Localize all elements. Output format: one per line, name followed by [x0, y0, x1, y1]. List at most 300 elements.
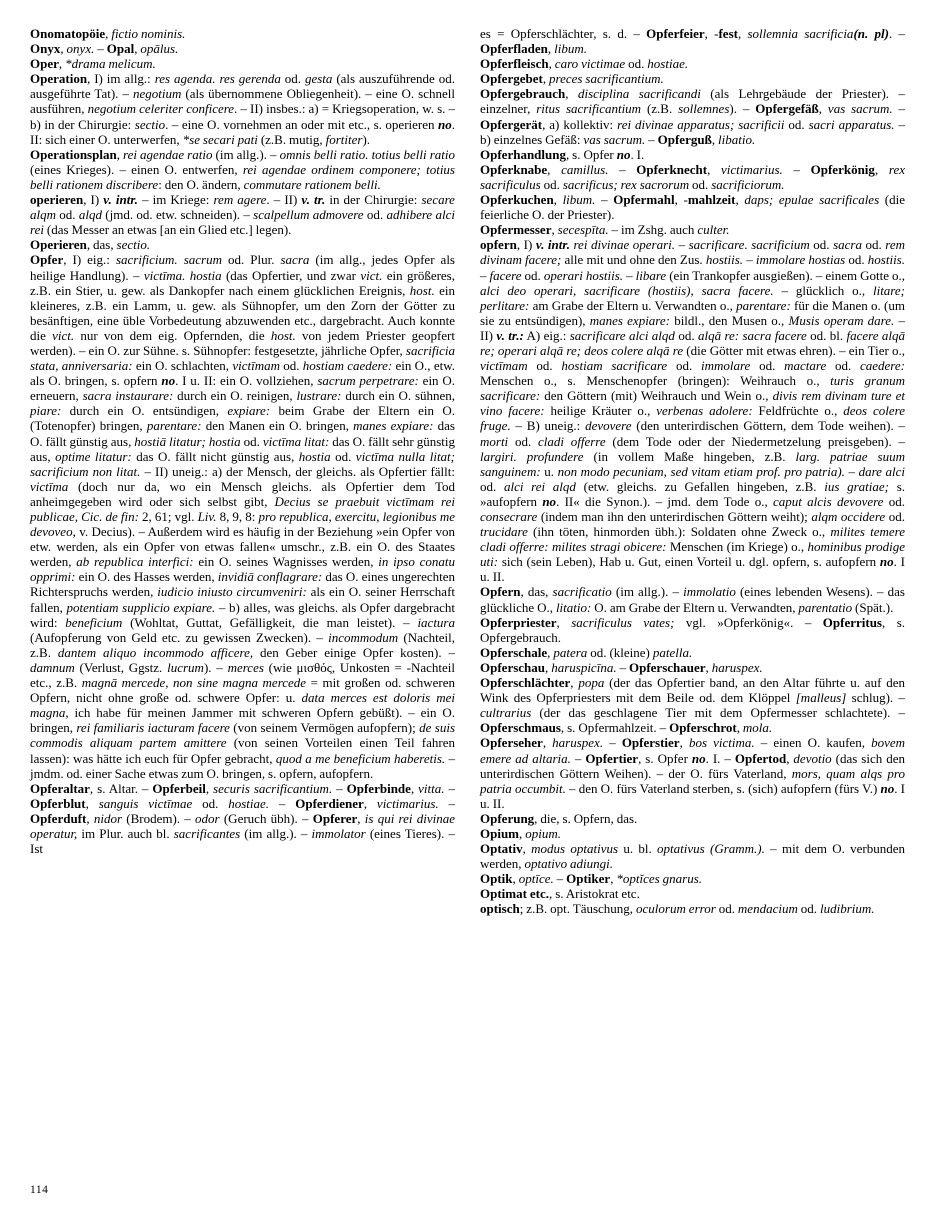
text-run: das O. fällt sehr günstig aus,: [30, 433, 455, 464]
text-run: bildl., den Musen o.,: [669, 312, 789, 328]
text-run: –: [603, 735, 622, 751]
text-run: 8, 9, 8:: [216, 509, 259, 524]
text-run: (ein Trankopfer ausgießen). – einem Gotte o.,: [666, 267, 906, 283]
text-run: od.: [667, 358, 701, 374]
text-run: Opferaltar: [30, 780, 90, 796]
text-run: alqm occidere: [811, 509, 886, 524]
text-run: lucrum: [167, 659, 204, 675]
text-run: Opferfeier: [646, 26, 705, 41]
text-run: od.: [192, 795, 229, 811]
text-run: – b) alles, was gleichs. als Opfer dargebracht wird:: [30, 599, 455, 630]
text-run: durch ein O. sühnen,: [341, 388, 456, 404]
text-run: , -: [674, 192, 688, 208]
text-run: ab republica interfici:: [76, 554, 194, 570]
text-run: victīmam: [480, 358, 528, 374]
dictionary-entry: [480, 584, 905, 614]
text-run: beneficium: [65, 614, 123, 630]
text-run: devotio: [793, 750, 832, 766]
text-run: den Manen ein O. bringen,: [201, 418, 354, 434]
text-run: invidiā conflagrare:: [217, 569, 323, 585]
text-run: negotium: [132, 86, 182, 102]
text-run: operieren: [30, 192, 84, 208]
text-run: –: [269, 795, 296, 811]
text-run: , I) im allg.:: [87, 71, 155, 87]
text-run: Opal: [106, 41, 135, 57]
text-run: vict.: [52, 327, 75, 343]
text-run: (n. pl): [853, 26, 889, 41]
text-run: (wie μισθός, Unkosten = -Nachteil etc., z.B.: [30, 659, 455, 691]
text-run: Opferschale: [480, 644, 548, 660]
text-run: od.: [674, 327, 698, 343]
text-run: (ihn töten, hinmorden übh.): Soldaten ohne Zweck o.,: [527, 524, 831, 540]
text-run: od.: [861, 237, 886, 253]
text-run: (im allg., jedes Opfer als heilige Handlung). –: [30, 252, 455, 283]
text-run: ,: [707, 161, 722, 177]
text-run: parentatio: [798, 599, 853, 615]
text-run: turis granum sacrificare:: [480, 373, 905, 404]
text-run: ,: [786, 750, 794, 766]
text-run: –: [438, 795, 456, 811]
text-run: (eines Tieres). – Ist: [30, 825, 455, 857]
text-run: –: [616, 659, 629, 675]
text-run: *optĭces gnarus.: [616, 871, 703, 887]
text-run: , s. Aristokrat etc.: [549, 886, 640, 902]
text-run: ,: [85, 795, 99, 811]
text-run: Operieren: [30, 237, 87, 253]
text-run: –: [608, 161, 637, 177]
text-run: Opferhandlung: [480, 146, 566, 162]
text-run: – im Zshg. auch: [608, 222, 698, 238]
text-run: magnā mercede, non sine magna mercede: [81, 675, 307, 691]
text-run: (den unterirdischen Göttern, dem Tode weihen). –: [631, 418, 905, 434]
text-run: libare: [635, 267, 667, 283]
text-run: ). –: [729, 101, 756, 117]
text-run: od. Plur.: [221, 252, 281, 268]
text-run: od.: [885, 509, 905, 524]
text-run: Optimat etc.: [480, 886, 550, 902]
text-run: ,: [86, 810, 94, 826]
text-run: von jedem Priester geopfert werden). – ein O. zur Sühne. s. Sühnopfer: festgesetzte, jährliche Opfer,: [30, 327, 455, 358]
text-run: sacra: [280, 252, 310, 268]
text-run: quod a me beneficium haberetis.: [275, 750, 446, 766]
text-run: no: [879, 554, 894, 570]
text-run: parentare:: [736, 297, 791, 313]
dictionary-entry: [480, 56, 905, 71]
text-run: victīma: [30, 478, 69, 494]
text-run: –: [645, 131, 658, 147]
text-run: sich (sein Leben), Hab u. Gut, einen Vorteil u. dgl. opfern, s. aufopfern: [498, 554, 880, 570]
dictionary-entry: [480, 841, 905, 871]
text-run: victīma nulla litat; sacrificium non litat.: [30, 448, 455, 479]
text-run: ein O. seines Wagnisses werden,: [193, 554, 379, 570]
text-run: no: [880, 780, 895, 796]
text-run: –: [675, 237, 689, 253]
text-run: ). –: [203, 659, 228, 675]
text-run: . –: [888, 26, 905, 41]
text-run: ,: [134, 41, 141, 57]
text-run: (in vollem Maße hingeben, z.B.: [583, 448, 796, 464]
text-run: (die Götter mit etwas ehren). – ein Tier o.,: [683, 342, 905, 358]
text-run: modus optativus: [531, 841, 619, 857]
text-run: optīce.: [518, 871, 554, 887]
text-run: rei agendae ordinem componere; totius belli rationem discribere: [30, 161, 455, 192]
text-run: sectio.: [116, 237, 151, 253]
dictionary-entry: [480, 901, 905, 916]
text-run: Opferduft: [30, 810, 87, 826]
text-run: morti: [480, 433, 509, 449]
text-run: litare; perlitare:: [480, 282, 905, 313]
text-run: [malleus]: [795, 690, 847, 706]
text-run: mahlzeit: [687, 192, 736, 208]
text-run: Opferstier: [621, 735, 680, 751]
text-run: *se secari pati: [182, 131, 258, 147]
text-run: de suis commodis aliquam partem amittere: [30, 720, 455, 751]
dictionary-entry: [480, 192, 905, 222]
text-run: dantem aliquo incommodo afficere,: [57, 644, 254, 660]
text-run: v. intr.: [535, 237, 570, 253]
text-run: Opfergerät: [480, 116, 543, 132]
text-run: od.: [521, 267, 544, 283]
text-run: ,: [547, 41, 555, 57]
text-run: Operation: [30, 71, 88, 87]
text-run: (von seinen Vorteilen einen Teil fahren lassen): was hätte ich euch für Opfer gebracht,: [30, 735, 455, 766]
text-run: od.: [480, 478, 504, 494]
text-run: (als Lehrgebäude der Priester). – einzelner,: [480, 86, 905, 117]
text-run: *drama melicum.: [65, 56, 156, 72]
text-run: (die feierliche O. der Priester).: [480, 192, 905, 223]
text-run: 2, 61; vgl.: [138, 509, 198, 524]
text-run: . – eine O. vornehmen an oder mit etc., s. operieren: [165, 116, 439, 132]
text-run: damnum: [30, 659, 75, 675]
text-run: Onomatopöie: [30, 26, 106, 41]
text-run: negotium celeriter conficere: [87, 101, 235, 117]
dictionary-entry: [480, 162, 905, 192]
text-run: sacrificus; rex sacrorum: [562, 176, 690, 192]
text-run: no: [616, 146, 631, 162]
text-run: (der das geschlagene Tier mit dem Opfermesser schlachtete). –: [531, 705, 905, 721]
text-run: sacrificium. sacrum: [115, 252, 222, 268]
text-run: gesta: [304, 71, 333, 87]
text-run: das O. fällt günstig aus,: [30, 418, 455, 449]
text-run: – glücklich o.,: [773, 282, 873, 298]
dictionary-entry: [30, 252, 455, 780]
text-run: optime litatur:: [55, 448, 132, 464]
text-run: (im allg.). –: [611, 584, 684, 600]
text-run: durch ein O. entsündigen,: [61, 403, 228, 419]
dictionary-entry: [480, 147, 905, 162]
text-run: ritus sacrificantium: [536, 101, 642, 117]
text-run: Opfergebet: [480, 71, 543, 87]
text-run: v. tr.: [301, 192, 326, 208]
text-run: Optik: [480, 871, 513, 887]
text-run: hostiam caedere:: [302, 358, 393, 374]
text-run: (das Opfertier, und zwar: [221, 267, 361, 283]
text-run: libatio.: [718, 131, 756, 147]
text-run: ,: [874, 161, 889, 177]
text-run: – b) einzelnes Gefäß:: [480, 116, 906, 147]
text-run: Opferschlächter: [480, 675, 571, 691]
text-run: –: [480, 267, 490, 283]
dictionary-entry: [480, 615, 905, 645]
text-run: adhibere alci rei: [30, 207, 455, 238]
text-run: vas sacrum.: [583, 131, 646, 147]
text-run: ein größeres, z.B. ein Stier, u. gew. als Dankopfer nach einem glücklichen Ereignis,: [30, 267, 455, 298]
text-run: haruspicīna.: [551, 659, 617, 675]
text-run: , s. Altar. –: [89, 780, 153, 796]
text-run: , a) kollektiv:: [542, 116, 618, 132]
dictionary-entry: [480, 675, 905, 735]
text-run: (indem man ihn den unterirdischen Göttern weiht);: [537, 509, 812, 524]
text-run: (von seinem Vermögen aufopfern);: [229, 720, 420, 736]
text-run: mendacium: [737, 901, 798, 917]
text-run: milites stragi obicere:: [551, 539, 667, 555]
text-run: od.: [750, 358, 785, 374]
text-run: ,: [512, 871, 519, 887]
text-run: Opferseher: [480, 735, 543, 751]
text-run: u.: [540, 463, 558, 479]
text-run: Opium: [480, 825, 520, 841]
text-run: opium.: [525, 825, 561, 841]
text-run: sacrum perpetrare:: [317, 373, 419, 389]
text-run: od.: [240, 433, 263, 449]
text-run: in ipso conatu opprimi:: [30, 554, 455, 585]
text-run: ,: [547, 161, 562, 177]
text-run: milites temere cladi offerre:: [480, 524, 905, 555]
page-number: 114: [30, 1184, 49, 1196]
text-run: = mit großen od. schweren Opfern, nicht ohne große od. schwere Opfer: u.: [30, 675, 455, 706]
text-run: ,: [736, 720, 743, 736]
text-run: no: [161, 373, 176, 389]
text-run: (das sich den unterirdischen Göttern Weihen). – der O. fürs Vaterland,: [480, 750, 905, 781]
text-run: res agenda. res gerenda: [154, 71, 281, 87]
text-run: –: [782, 161, 811, 177]
text-run: rex sacrificulus: [480, 161, 905, 192]
text-run: . – II) insbes.: a) = Kriegsoperation, w. s. – b) in der Chirurgie:: [30, 101, 456, 132]
dictionary-entry: [480, 86, 905, 146]
text-run: cladi offerre: [537, 433, 606, 449]
text-run: rei agendae ratio: [123, 146, 213, 162]
text-run: u. bl.: [618, 841, 658, 857]
text-run: od.: [883, 493, 905, 509]
text-run: deos colere fruge.: [480, 403, 905, 434]
dictionary-entry: [480, 222, 905, 237]
text-run: in der Chirurgie:: [325, 192, 422, 208]
text-run: (als übernommene Obliegenheit). – eine O. schnell ausführen,: [30, 86, 455, 117]
text-run: od.: [508, 433, 538, 449]
text-run: (das Messer an etwas [an ein Glied etc.] legen).: [43, 222, 292, 238]
text-run: sanguis victīmae: [98, 795, 193, 811]
dictionary-entry: [480, 26, 905, 56]
text-run: sacrificiorum.: [711, 176, 785, 192]
text-run: Musis operam dare.: [788, 312, 895, 328]
text-run: daps; epulae sacrificales: [744, 192, 880, 208]
text-run: sacrificare alci alqd: [569, 327, 675, 343]
text-run: parentare:: [146, 418, 202, 434]
text-run: ,: [58, 56, 66, 72]
text-run: v. Decius). – Außerdem wird es häufig in der Beziehung »ein Opfer von etw. werden, als ein Opfer von etwas fallen« umschr., z.B. ein O. des Staates werden,: [30, 524, 455, 570]
text-run: ,: [551, 222, 558, 238]
text-run: . – II): [266, 192, 302, 208]
text-run: alqā re: sacra facere: [697, 327, 807, 343]
text-run: caedere:: [859, 358, 905, 374]
text-run: od.: [527, 358, 562, 374]
text-run: ,: [610, 871, 617, 887]
dictionary-entry: [30, 71, 455, 146]
text-run: s. »aufopfern: [480, 478, 906, 509]
text-run: den Geber einige Opfer kosten). –: [253, 644, 455, 660]
text-run: od.: [363, 207, 387, 223]
text-run: immolator: [311, 825, 366, 841]
text-run: – II) uneig.: a) der Mensch, der gleichs. als Opfertier fällt:: [140, 463, 455, 479]
text-run: (als auszuführende od. ausgeführte Tat). –: [30, 71, 455, 102]
text-run: . I u. II.: [480, 780, 906, 811]
text-run: Opferguß: [657, 131, 712, 147]
text-run: dare alci: [858, 463, 906, 479]
text-run: ,: [735, 192, 745, 208]
text-run: opālus.: [140, 41, 179, 57]
text-run: od.: [845, 252, 868, 268]
text-run: onyx.: [66, 41, 95, 57]
text-run: patella.: [652, 644, 693, 660]
text-run: haruspex.: [711, 659, 763, 675]
text-run: ,: [410, 780, 419, 796]
dictionary-entry: [30, 41, 455, 56]
text-run: Menschen o., s. Menschenopfer (bringen): Weihrauch o.,: [480, 373, 831, 389]
text-run: vitta.: [418, 780, 445, 796]
text-run: ,: [519, 825, 526, 841]
text-run: das O. eines ungerechten Richterspruchs werden,: [30, 569, 455, 600]
text-run: rei familiaris iacturam facere: [76, 720, 230, 736]
text-run: facere alqā re; operari alqā re; deos colere alqā re: [480, 327, 906, 358]
text-run: ,: [679, 735, 689, 751]
text-run: Opfer: [30, 252, 64, 268]
text-run: ,: [522, 841, 532, 857]
text-run: , die, s. Opfern, das.: [534, 810, 638, 826]
text-run: host.: [409, 282, 435, 298]
text-run: schlug). –: [846, 690, 906, 706]
text-run: nidor: [93, 810, 123, 826]
text-run: ,: [547, 644, 554, 660]
text-run: fest: [718, 26, 738, 41]
text-run: Opfertod: [734, 750, 787, 766]
text-run: no: [438, 116, 452, 132]
text-run: ,: [565, 86, 578, 102]
text-run: (doch nur da, wo ein Mensch gleichs. als Opfertier dem Tod anheimgegeben wird oder sich selbst gibt,: [30, 478, 455, 509]
text-run: ,: [357, 810, 365, 826]
text-run: durch ein O. reinigen,: [173, 388, 297, 404]
text-run: , -: [704, 26, 719, 41]
text-run: libum.: [562, 192, 596, 208]
text-run: das O. fällt nicht günstig aus,: [131, 448, 299, 464]
text-run: O. am Grabe der Eltern u. Verwandten,: [591, 599, 799, 615]
text-run: (im allg.). –: [212, 146, 280, 162]
text-run: Opferfladen: [480, 41, 548, 57]
text-run: (z.B. mutig,: [257, 131, 326, 147]
text-run: optativo adiungi.: [524, 856, 613, 872]
text-run: manes expiare:: [353, 418, 434, 434]
text-run: ,: [542, 735, 553, 751]
text-run: – den O. fürs Vaterland sterben, s. (sich) aufopfern (fürs V.): [565, 780, 881, 796]
text-run: –: [844, 463, 859, 479]
dictionary-entry: [480, 237, 905, 584]
text-run: . I.: [630, 146, 645, 162]
text-run: host.: [270, 327, 296, 343]
text-run: fictio nominis.: [111, 26, 186, 41]
text-run: . II: sich einer O. unterwerfen,: [30, 116, 456, 147]
text-run: , s. Opfer: [565, 146, 617, 162]
text-run: –: [94, 41, 107, 57]
text-run: sacrificatio: [552, 584, 612, 600]
text-run: preces sacrificantium.: [549, 71, 664, 87]
text-run: . I. –: [705, 750, 735, 766]
text-run: no: [542, 493, 557, 509]
dictionary-entry: [480, 871, 905, 886]
text-run: , s. Opfermahlzeit. –: [560, 720, 670, 736]
text-run: od.: [625, 56, 648, 72]
text-run: iactura: [417, 614, 455, 630]
text-run: (Geruch übh). –: [219, 810, 313, 826]
text-run: Opferung: [480, 810, 535, 826]
text-run: – B) uneig.:: [510, 418, 586, 434]
text-run: Optativ: [480, 841, 523, 857]
text-run: mactare: [784, 358, 827, 374]
text-run: Oper: [30, 56, 59, 72]
text-run: Opferdiener: [295, 795, 364, 811]
text-run: victimarius.: [721, 161, 783, 177]
text-run: camillus.: [561, 161, 609, 177]
text-run: –: [553, 871, 567, 887]
text-run: sacrificia stata, anniversaria:: [30, 342, 455, 374]
text-run: fortiter: [325, 131, 363, 147]
text-run: hostiae.: [647, 56, 689, 72]
text-run: Feldfrüchte o.,: [752, 403, 844, 419]
text-run: od. bl.: [806, 327, 847, 343]
text-run: victīmam: [232, 358, 280, 374]
text-run: ,: [60, 41, 67, 57]
text-run: – einen O. kaufen,: [754, 735, 872, 751]
text-run: (jmd. od. etw. schneiden). –: [102, 207, 254, 223]
text-run: ,: [553, 192, 563, 208]
text-run: hostiā litatur; hostia: [134, 433, 241, 449]
text-run: Opferknecht: [636, 161, 708, 177]
text-run: Onyx: [30, 41, 61, 57]
text-run: . I u. II: ein O. vollziehen,: [175, 373, 318, 389]
text-run: Opferbeil: [152, 780, 206, 796]
text-run: v. tr.:: [496, 327, 524, 343]
text-run: bos victima.: [688, 735, 755, 751]
text-run: vgl. »Opferkönig«. –: [674, 614, 823, 630]
text-run: Opferknabe: [480, 161, 548, 177]
text-run: –: [444, 780, 455, 796]
text-run: Decius se praebuit victīmam rei publicae, Cic. de fin:: [30, 493, 455, 524]
text-run: (Verlust, Ggstz.: [74, 659, 168, 675]
two-column-text-block: [30, 26, 905, 917]
text-run: – II): [480, 312, 905, 343]
text-run: od.: [797, 901, 821, 917]
text-run: – mit dem O. verbunden werden,: [480, 841, 906, 872]
text-run: heilige Kräuter o.,: [544, 403, 657, 419]
text-run: alle mit und ohne den Zus.: [561, 252, 706, 268]
text-run: securis sacrificantium.: [213, 780, 333, 796]
text-run: od.: [279, 358, 303, 374]
right-column: [480, 26, 905, 917]
text-run: ).: [362, 131, 371, 147]
dictionary-entry: [30, 26, 455, 41]
text-run: Opferritus: [822, 614, 882, 630]
text-run: –: [743, 252, 756, 268]
text-run: ,: [548, 56, 555, 72]
text-run: hostiis.: [705, 252, 744, 268]
